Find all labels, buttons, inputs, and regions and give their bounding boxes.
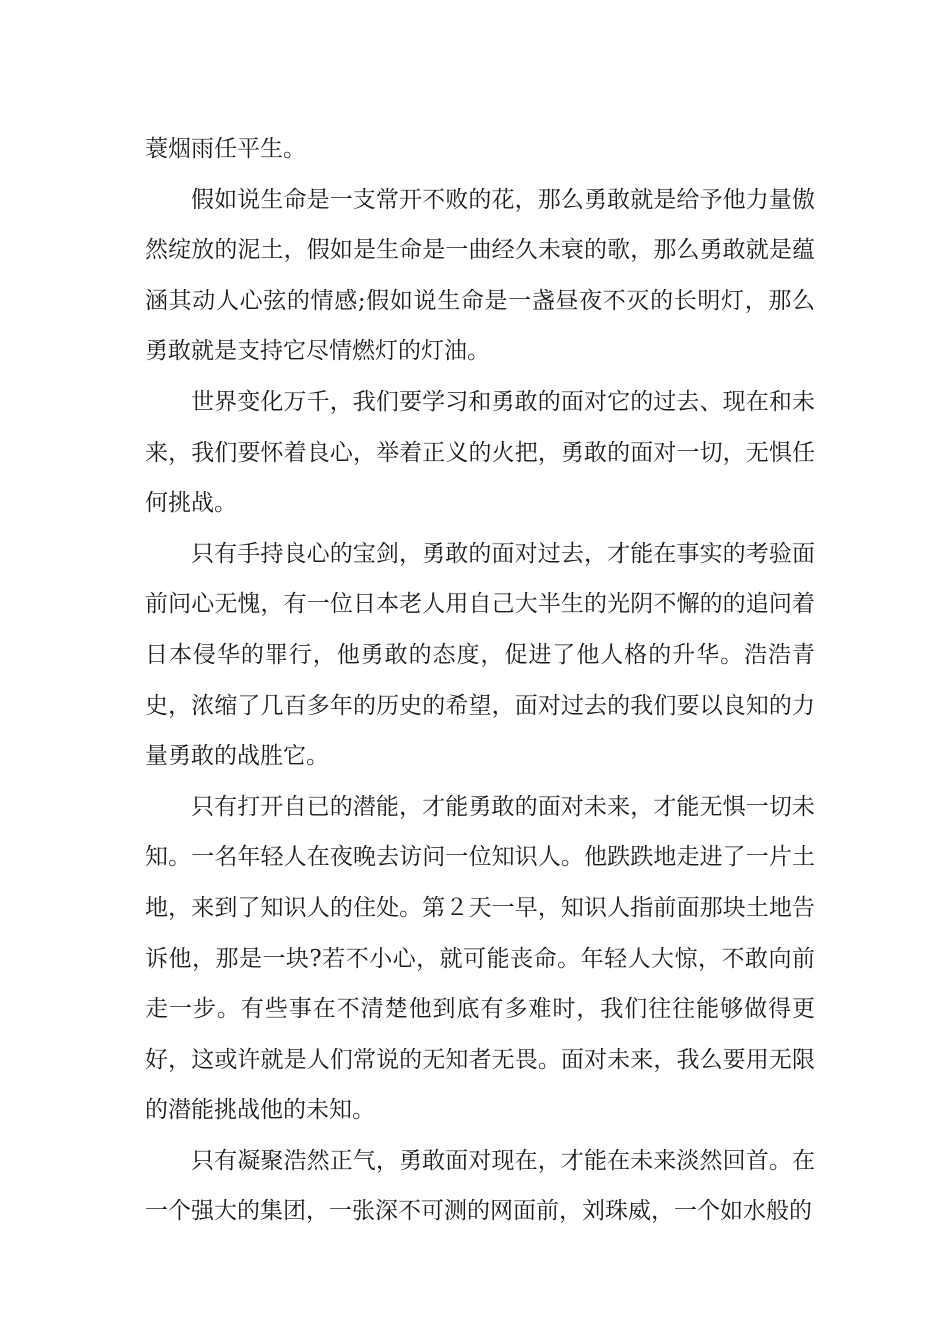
document-body: [145, 124, 815, 1237]
paragraph-continuation: 蓑烟雨任平生。: [145, 136, 306, 162]
paragraph-world-changes: 世界变化万千，我们要学习和勇敢的面对它的过去、现在和未来，我们要怀着良心，举着正义的火把，勇敢的面对一切，无惧任何挑战。: [145, 388, 815, 517]
paragraph-face-future: 只有打开自已的潜能，才能勇敢的面对未来，才能无惧一切未知。一名年轻人在夜晚去访问一位知识人。他跌跌地走进了一片土地，来到了知识人的住处。第２天一早，知识人指前面那块土地告诉他，那是一块?若不小心，就可能丧命。年轻人大惊，不敢向前走一步。有些事在不清楚他到底有多难时，我们往往能够做得更好，这或许就是人们常说的无知者无畏。面对未来，我么要用无限的潜能挑战他的未知。: [145, 793, 815, 1124]
paragraph-life-courage: 假如说生命是一支常开不败的花，那么勇敢就是给予他力量傲然绽放的泥土，假如是生命是一曲经久未衰的歌，那么勇敢就是蕴涵其动人心弦的情感;假如说生命是一盏昼夜不灭的长明灯，那么勇敢就是支持它尽情燃灯的灯油。: [145, 186, 815, 365]
paragraph-face-present: 只有凝聚浩然正气，勇敢面对现在，才能在未来淡然回首。在一个强大的集团，一张深不可测的网面前，刘珠威，一个如水般的: [145, 1147, 815, 1225]
paragraph-face-past: 只有手持良心的宝剑，勇敢的面对过去，才能在事实的考验面前问心无愧，有一位日本老人用自己大半生的光阴不懈的的追问着日本侵华的罪行，他勇敢的态度，促进了他人格的升华。浩浩青史，浓缩了几百多年的历史的希望，面对过去的我们要以良知的力量勇敢的战胜它。: [145, 540, 815, 770]
